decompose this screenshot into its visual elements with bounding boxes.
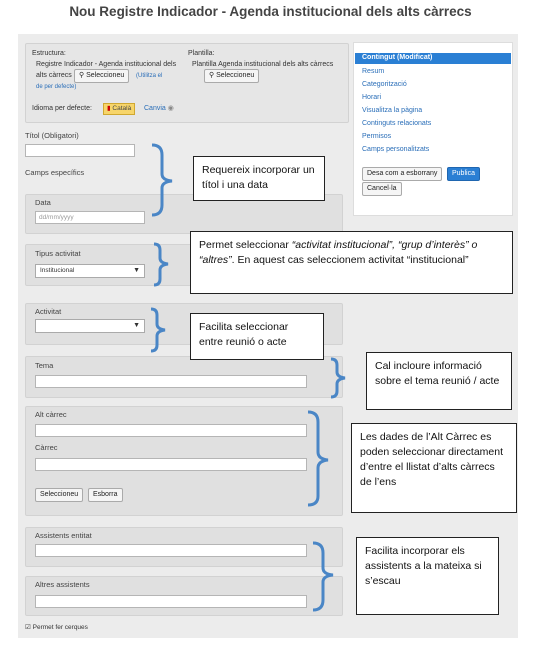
estructura-label: Estructura:: [32, 50, 66, 57]
search-icon: ⚲: [209, 72, 215, 79]
sidebar-item-permisos[interactable]: Permisos: [362, 133, 392, 140]
idioma-label: Idioma per defecte:: [32, 105, 92, 112]
sidebar-item-resum[interactable]: Resum: [362, 68, 385, 75]
note-tema: Cal incloure informació sobre el tema reunió / acte: [366, 352, 512, 410]
brace-3: [151, 309, 165, 351]
altres-assistents-label: Altres assistents: [35, 580, 90, 589]
brace-1: [152, 145, 172, 215]
note-assistents: Facilita incorporar els assistents a la mateixa si s’escau: [356, 537, 499, 615]
estructura-value-2: alts càrrecs: [36, 72, 72, 79]
data-label: Data: [35, 198, 51, 207]
alt-carrec-label: Alt càrrec: [35, 410, 67, 419]
publish-button[interactable]: Publica: [447, 167, 480, 181]
brace-4: [331, 359, 345, 397]
canvia-link[interactable]: Canvia ◉: [144, 105, 174, 112]
brace-6: [313, 543, 333, 610]
assistents-entitat-label: Assistents entitat: [35, 531, 92, 540]
tema-label: Tema: [35, 361, 54, 370]
camps-label: Camps específics: [25, 168, 85, 177]
plantilla-value: Plantilla Agenda institucional dels alts càrrecs: [192, 61, 334, 68]
plantilla-label: Plantilla:: [188, 50, 215, 57]
chevron-down-icon: ▼: [133, 267, 140, 274]
sidebar-item-visualitza[interactable]: Visualitza la pàgina: [362, 107, 423, 114]
tipus-label: Tipus activitat: [35, 249, 81, 258]
cancel-button[interactable]: Cancel·la: [362, 182, 402, 196]
brace-5: [308, 412, 328, 505]
utilitza-link-2[interactable]: de per defecte): [36, 84, 77, 90]
alt-carrec-delete-button[interactable]: Esborra: [88, 488, 123, 502]
page-title: Nou Registre Indicador - Agenda institucional dels alts càrrecs: [69, 4, 472, 19]
checkbox-icon[interactable]: ☑: [25, 624, 31, 631]
note-activitat: Facilita seleccionar entre reunió o acte: [190, 313, 324, 360]
note-alt-carrec: Les dades de l’Alt Càrrec es poden seleccionar directament d’entre el llistat d’alts càrrecs de l’ens: [351, 423, 517, 513]
carrec-label: Càrrec: [35, 443, 58, 452]
sidebar-item-horari[interactable]: Horari: [362, 94, 382, 101]
brace-2: [154, 244, 168, 285]
chat-icon: ◉: [167, 105, 174, 112]
search-icon: ⚲: [79, 72, 85, 79]
save-draft-button[interactable]: Desa com a esborrany: [362, 167, 442, 181]
note-tipus: Permet seleccionar “activitat institucional”, “grup d’interès” o “altres”. En aquest cas seleccionem activitat “institucional”: [190, 231, 513, 294]
chevron-down-icon: ▼: [133, 322, 140, 329]
flag-icon: ▮: [107, 105, 111, 112]
estructura-select-button[interactable]: ⚲ Seleccioneu: [74, 69, 129, 83]
sidebar-item-categoritzacio[interactable]: Categorització: [362, 81, 407, 88]
language-badge: ▮ Català: [103, 103, 135, 115]
tipus-select[interactable]: Institucional ▼: [35, 264, 145, 278]
alt-carrec-select-button[interactable]: Seleccioneu: [35, 488, 83, 502]
estructura-value: Registre Indicador - Agenda institucional dels: [36, 61, 177, 68]
sidebar-item-contingut[interactable]: Contingut (Modificat): [362, 54, 433, 61]
sidebar-item-continguts[interactable]: Continguts relacionats: [362, 120, 432, 127]
plantilla-select-button[interactable]: ⚲ Seleccioneu: [204, 69, 259, 83]
activitat-label: Activitat: [35, 307, 62, 316]
sidebar-item-camps[interactable]: Camps personalitzats: [362, 146, 430, 153]
note-titol: Requereix incorporar un títol i una data: [193, 156, 325, 201]
utilitza-link[interactable]: (Utilitza el: [136, 73, 163, 79]
data-input[interactable]: dd/mm/yyyy: [35, 211, 145, 224]
titol-label: Títol (Obligatori): [25, 131, 79, 140]
permet-cerques[interactable]: ☑ Permet fer cerques: [25, 624, 88, 631]
